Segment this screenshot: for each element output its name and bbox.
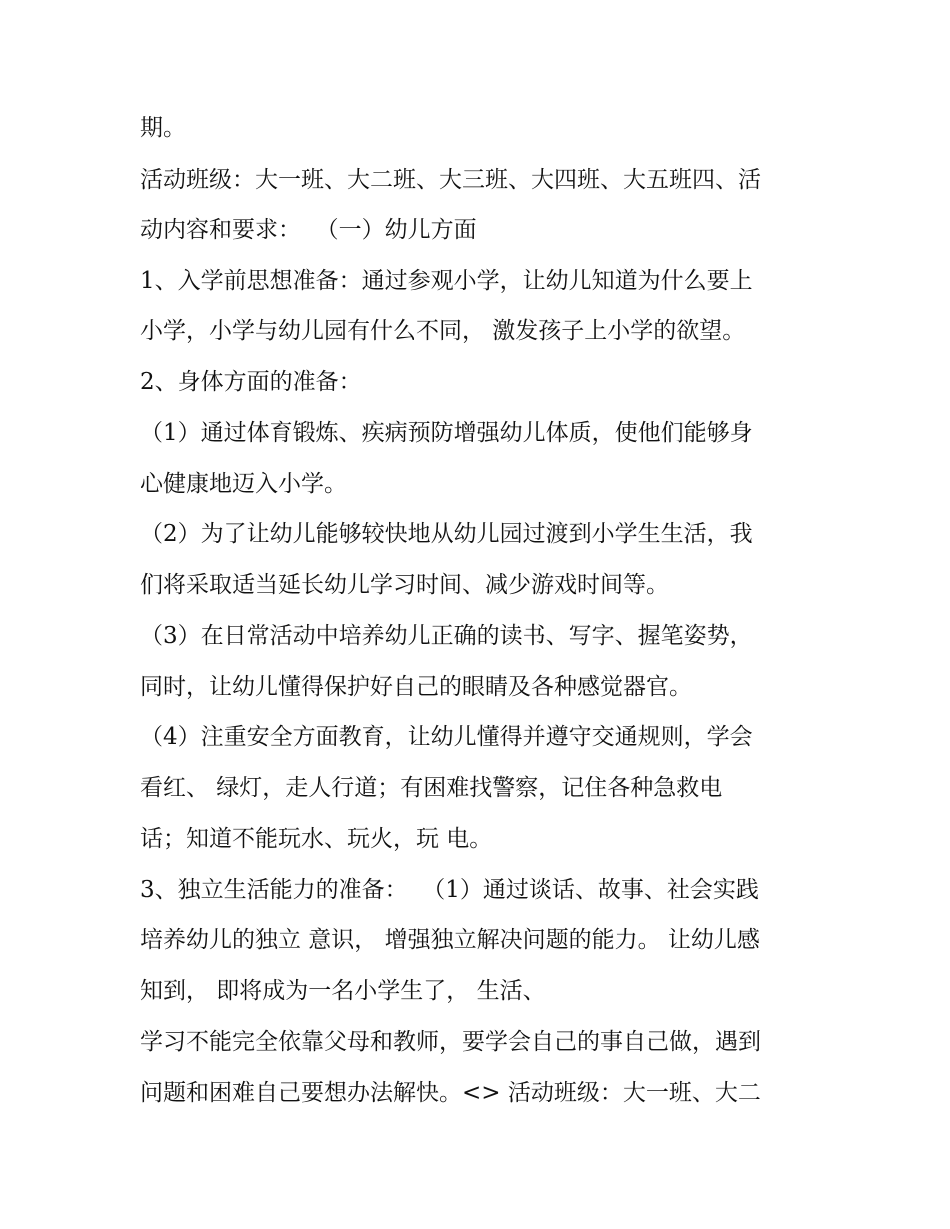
text-line: 学习不能完全依靠父母和教师，要学会自己的事自己做，遇到 xyxy=(140,1029,761,1055)
text-line: 小学，小学与幼儿园有什么不同， 激发孩子上小学的欲望。 xyxy=(140,318,746,344)
text-line: 话；知道不能玩水、玩火，玩 电。 xyxy=(140,826,493,852)
text-line: 问题和困难自己要想办法解快。<> 活动班级：大一班、大二 xyxy=(140,1080,761,1106)
text-line: 3、独立生活能力的准备： （1）通过谈话、故事、社会实践 xyxy=(140,877,759,903)
text-line: 活动班级：大一班、大二班、大三班、大四班、大五班四、活 xyxy=(140,167,761,193)
text-line: （3）在日常活动中培养幼儿正确的读书、写字、握笔姿势， xyxy=(140,623,753,649)
text-line: （2）为了让幼儿能够较快地从幼儿园过渡到小学生生活，我 xyxy=(140,521,753,547)
text-line: 2、身体方面的准备： xyxy=(140,369,362,395)
text-line: 1、入学前思想准备：通过参观小学，让幼儿知道为什么要上 xyxy=(140,268,753,294)
text-line: 动内容和要求： （一）幼儿方面 xyxy=(140,217,477,243)
text-line: （4）注重安全方面教育，让幼儿懂得并遵守交通规则，学会 xyxy=(140,724,753,750)
text-line: 心健康地迈入小学。 xyxy=(140,471,347,497)
text-line: 同时，让幼儿懂得保护好自己的眼睛及各种感觉器官。 xyxy=(140,674,692,700)
text-line: 期。 xyxy=(140,115,186,141)
text-line: （1）通过体育锻炼、疾病预防增强幼儿体质，使他们能够身 xyxy=(140,420,753,446)
text-line: 们将采取适当延长幼儿学习时间、减少游戏时间等。 xyxy=(140,572,669,598)
text-line: 培养幼儿的独立 意识， 增强独立解决问题的能力。 让幼儿感 xyxy=(140,927,760,953)
text-line: 知到， 即将成为一名小学生了， 生活、 xyxy=(140,978,546,1004)
text-line: 看红、 绿灯，走人行道；有困难找警察，记住各种急救电 xyxy=(140,775,723,801)
